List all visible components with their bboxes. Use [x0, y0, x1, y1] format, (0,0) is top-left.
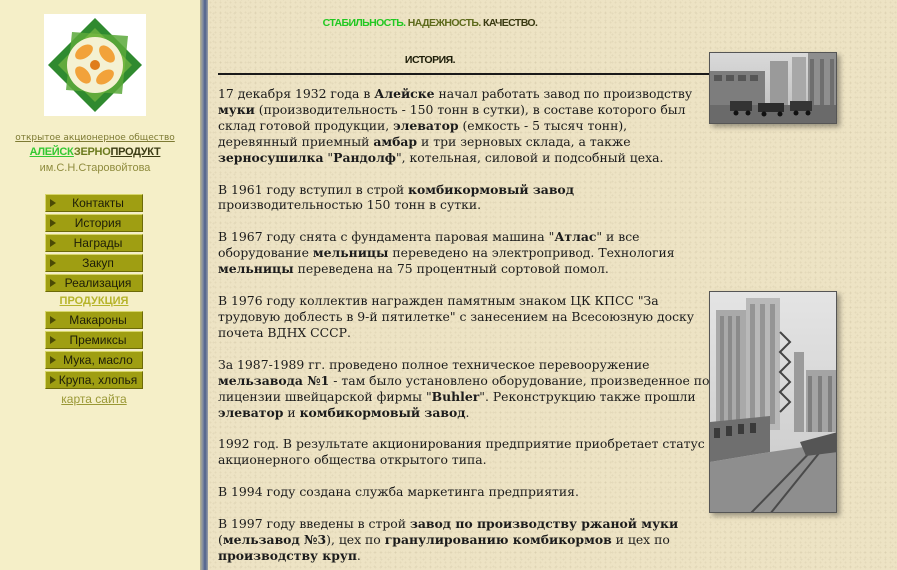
arrow-right-icon — [50, 316, 56, 324]
factory-photo-small — [709, 52, 837, 124]
sitemap-link[interactable]: карта сайта — [61, 392, 127, 406]
text-run: (производительность - 150 тонн в сутки), в составе которого был склад готовой продукции, — [218, 101, 686, 133]
history-text — [218, 86, 710, 570]
title-divider — [218, 73, 710, 75]
text-run: и — [283, 404, 300, 420]
highlighted-term: мельницы — [312, 245, 389, 261]
text-run: переведено на электропривод. Технология — [388, 245, 675, 261]
menu-item-label: Контакты — [72, 196, 124, 210]
text-run: В 1997 году введены в строй — [218, 516, 410, 532]
history-paragraph — [218, 293, 710, 341]
highlighted-term: муки — [218, 101, 255, 117]
text-run: " — [323, 149, 334, 165]
slogan-part-1: СТАБИЛЬНОСТЬ. — [322, 17, 406, 29]
slogan-part-3: КАЧЕСТВО. — [480, 17, 538, 29]
menu-item-groats-flakes[interactable] — [45, 371, 143, 389]
text-run: В 1976 году коллектив награжден памятным знаком ЦК КПСС "За трудовую доблесть в 9-й пятилетке" с занесением на Всесоюзную доску почета ВДНХ СССР. — [218, 293, 695, 340]
arrow-right-icon — [50, 376, 56, 384]
menu-item-label: Макароны — [69, 313, 127, 327]
highlighted-term: элеватор — [218, 404, 284, 420]
history-paragraph — [218, 182, 710, 214]
arrow-right-icon — [50, 259, 56, 267]
company-named-after: им.С.Н.Старовойтова — [39, 162, 151, 174]
history-paragraph — [218, 86, 710, 166]
menu-item-history[interactable] — [45, 214, 143, 232]
arrow-right-icon — [50, 199, 56, 207]
menu-item-purchase[interactable] — [45, 254, 143, 272]
products-heading[interactable]: ПРОДУКЦИЯ — [59, 295, 129, 307]
text-run: За 1987-1989 гг. проведено полное техническое перевооружение — [218, 356, 650, 372]
text-run: ), цех по — [326, 532, 385, 548]
text-run: начал работать завод по производству — [434, 86, 693, 101]
highlighted-term: зерносушилка — [218, 149, 324, 165]
highlighted-term: Атлас — [554, 229, 597, 245]
menu-item-label: Реализация — [64, 276, 132, 290]
company-name-part-3: ПРОДУКТ — [110, 146, 161, 158]
highlighted-term: производству круп — [218, 547, 357, 563]
arrow-right-icon — [50, 336, 56, 344]
text-run: . — [356, 547, 361, 563]
highlighted-term: Buhler — [431, 388, 480, 404]
history-paragraph — [218, 484, 710, 500]
page-title: ИСТОРИЯ. — [404, 54, 456, 66]
text-run: " и все оборудование — [218, 229, 640, 261]
company-name-part-1: АЛЕЙСК — [29, 146, 74, 158]
history-paragraph — [218, 229, 710, 277]
menu-item-label: Мука, масло — [63, 353, 133, 367]
text-run: и три зерновых склада, а также — [417, 133, 631, 149]
text-run: - там было установлено оборудование, произведенное по лицензии швейцарской фирмы " — [218, 372, 710, 404]
arrow-right-icon — [50, 239, 56, 247]
text-run: ". Реконструкцию также прошли — [479, 388, 696, 404]
menu-item-label: Закуп — [82, 256, 114, 270]
highlighted-term: гранулированию комбикормов — [384, 532, 612, 548]
menu-item-label: Премиксы — [69, 333, 127, 347]
highlighted-term: элеватор — [393, 117, 459, 133]
highlighted-term: Рандолф — [333, 149, 396, 165]
text-run: В 1967 году снята с фундамента паровая машина " — [218, 229, 555, 245]
company-type-label[interactable]: открытое акционерное общество — [15, 133, 175, 143]
logo-emblem-icon — [44, 14, 146, 116]
history-paragraph — [218, 357, 710, 421]
text-run: переведена на 75 процентный сортовой помол. — [293, 261, 609, 277]
highlighted-term: комбикормовый завод — [299, 404, 466, 420]
menu-item-label: История — [74, 216, 122, 230]
elevator-photo-large — [709, 291, 837, 513]
sidebar — [0, 0, 200, 570]
text-run: и цех по — [611, 532, 670, 548]
highlighted-term: комбикормовый завод — [408, 181, 574, 197]
highlighted-term: завод по производству ржаной муки — [409, 516, 679, 532]
arrow-right-icon — [50, 356, 56, 364]
company-name[interactable] — [0, 146, 190, 158]
highlighted-term: Алейске — [374, 86, 435, 101]
slogan-part-2: НАДЕЖНОСТЬ. — [405, 17, 481, 29]
menu-item-flour-oil[interactable] — [45, 351, 143, 369]
menu-item-sales[interactable] — [45, 274, 143, 292]
text-run: В 1961 году вступил в строй — [218, 181, 409, 197]
text-run: . — [465, 404, 470, 420]
arrow-right-icon — [50, 279, 56, 287]
text-run: ( — [218, 532, 223, 548]
text-run: 17 декабря 1932 года в — [218, 86, 375, 101]
highlighted-term: мельзавод №3 — [222, 532, 327, 548]
arrow-right-icon — [50, 219, 56, 227]
text-run: ", котельная, силовой и подсобный цеха. — [395, 149, 664, 165]
menu-item-premixes[interactable] — [45, 331, 143, 349]
menu-item-contacts[interactable] — [45, 194, 143, 212]
highlighted-term: амбар — [373, 133, 418, 149]
menu-item-label: Крупа, хлопья — [58, 373, 138, 387]
highlighted-term: мельзавода №1 — [218, 372, 330, 388]
company-logo[interactable] — [44, 14, 146, 116]
company-name-part-2: ЗЕРНО — [73, 146, 111, 158]
history-paragraph — [218, 436, 710, 468]
menu-item-pasta[interactable] — [45, 311, 143, 329]
text-run: (емкость - 5 тысяч тонн), деревянный приемный — [218, 117, 628, 149]
menu-item-label: Награды — [73, 236, 123, 250]
slogan — [230, 17, 630, 29]
text-run: В 1994 году создана служба маркетинга предприятия. — [218, 484, 579, 500]
text-run: 1992 год. В результате акционирования предприятие приобретает статус акционерного общества открытого типа. — [218, 436, 705, 468]
text-run: производительностью 150 тонн в сутки. — [218, 197, 482, 213]
history-paragraph — [218, 516, 710, 564]
highlighted-term: мельницы — [218, 261, 294, 277]
menu-item-awards[interactable] — [45, 234, 143, 252]
sidebar-divider — [200, 0, 208, 570]
